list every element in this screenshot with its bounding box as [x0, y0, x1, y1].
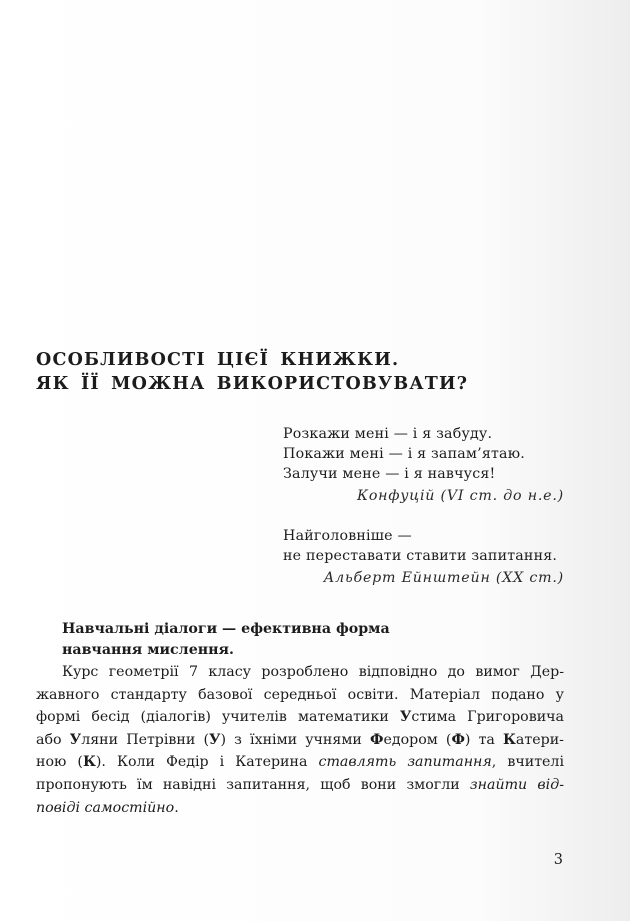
section-title-line-1: Навчальні діалоги — ефективна форма — [62, 621, 390, 637]
chapter-heading-line-2: ЯК ЇЇ МОЖНА ВИКОРИСТОВУВАТИ? — [36, 374, 469, 394]
epigraph-line: Найголовніше — — [283, 528, 412, 544]
epigraph-author: Конфуцій (VI ст. до н.е.) — [357, 488, 564, 504]
epigraph-confucius — [283, 424, 564, 506]
epigraph-author: Альберт Ейнштейн (XX ст.) — [323, 570, 564, 586]
page-number: 3 — [553, 852, 563, 868]
body-line: пропонують їм навідні запитання, щоб вони змогли знайти від- — [36, 776, 564, 793]
body-line: повіді самостійно. — [36, 799, 179, 816]
body-line: формі бесід (діалогів) учителів математики Устима Григоровича — [36, 709, 564, 726]
body-line: або Уляни Петрівни (У) з їхніми учнями Федором (Ф) та Катери- — [36, 731, 564, 748]
body-line: Курс геометрії 7 класу розроблено відповідно до вимог Дер- — [62, 664, 564, 680]
epigraph-line: Розкажи мені — і я забуду. — [283, 426, 493, 442]
body-line: ною (К). Коли Федір і Катерина ставлять запитання, вчителі — [36, 754, 564, 771]
epigraph-line: Покажи мені — і я запам’ятаю. — [283, 446, 525, 462]
epigraph-einstein — [283, 526, 564, 588]
epigraph-line: Залучи мене — і я навчуся! — [283, 466, 496, 482]
section-title-line-2: навчання мислення. — [62, 642, 234, 658]
chapter-heading — [36, 348, 468, 396]
body-line: жавного стандарту базової середньої освіти. Матеріал подано у — [36, 686, 564, 703]
section-title — [62, 619, 390, 661]
epigraph-line: не переставати ставити запитання. — [283, 548, 558, 564]
chapter-heading-line-1: ОСОБЛИВОСТІ ЦІЄЇ КНИЖКИ. — [36, 350, 400, 370]
body-paragraph — [36, 661, 564, 819]
